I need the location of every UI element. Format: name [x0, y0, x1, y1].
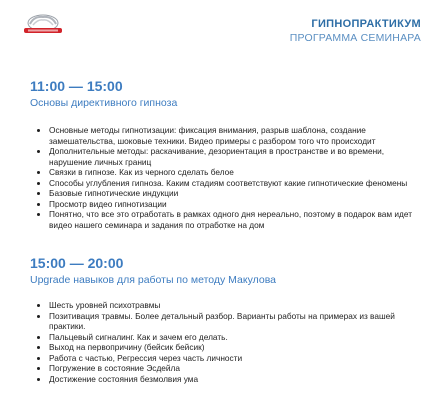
list-item: • Просмотр видео гипнотизации: [49, 199, 427, 210]
list-item: • Достижение состояния безмолвия ума: [49, 374, 427, 385]
list-item: • Основные методы гипнотизации: фиксация внимания, разрыв шаблона, создание замешательства, шоковые техники. Видео примеры с разбором того что происходит: [49, 125, 427, 146]
section-list: [30, 125, 427, 230]
list-item: • Дополнительные методы: раскачивание, дезориентация в пространстве и во времени, нарушение личных границ: [49, 146, 427, 167]
program-section-2: [30, 255, 427, 384]
list-item: • Погружение в состояние Эсдейла: [49, 363, 427, 374]
logo: [20, 14, 66, 38]
list-item: • Понятно, что все это отработать в рамках одного дня нереально, поэтому в подарок вам идет видео нашего семинара и задания по отработке на дом: [49, 209, 427, 230]
logo-icon: [20, 14, 66, 38]
list-item: • Позитивация травмы. Более детальный разбор. Варианты работы на примерах из вашей практики.: [49, 311, 427, 332]
list-item: • Способы углубления гипноза. Каким стадиям соответствуют какие гипнотические феномены: [49, 178, 427, 189]
list-item: • Пальцевый сигналинг. Как и зачем его делать.: [49, 332, 427, 343]
list-item: • Шесть уровней психотравмы: [49, 300, 427, 311]
header-title: ГИПНОПРАКТИКУМ: [311, 18, 421, 30]
program-section-1: [30, 78, 427, 230]
section-title: Основы директивного гипноза: [30, 97, 178, 109]
list-item: • Базовые гипнотические индукции: [49, 188, 427, 199]
section-time: 11:00 — 15:00: [30, 78, 123, 94]
document-header: [290, 18, 421, 44]
section-list: [30, 300, 427, 384]
header-subtitle: ПРОГРАММА СЕМИНАРА: [289, 32, 421, 44]
section-time: 15:00 — 20:00: [30, 255, 124, 271]
section-title: Upgrade навыков для работы по методу Макулова: [30, 274, 277, 286]
list-item: • Выход на первопричину (бейсик бейсик): [49, 342, 427, 353]
list-item: • Работа с частью, Регрессия через часть личности: [49, 353, 427, 364]
list-item: • Связки в гипнозе. Как из черного сделать белое: [49, 167, 427, 178]
